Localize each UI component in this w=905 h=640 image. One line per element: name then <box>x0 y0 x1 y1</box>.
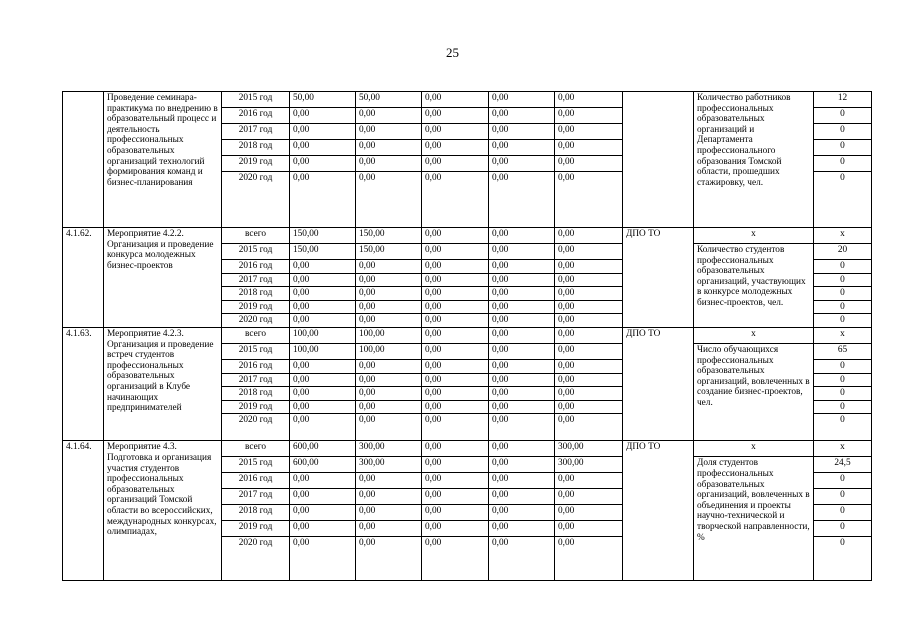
year-cell: 2020 год <box>222 314 290 328</box>
value-cell: 0,00 <box>555 124 623 140</box>
value-cell: 0,00 <box>422 287 489 301</box>
value-cell: 0,00 <box>422 373 489 387</box>
value-cell: 0,00 <box>290 505 356 521</box>
value-cell: 0,00 <box>555 505 623 521</box>
indicator-placeholder: х <box>694 228 814 244</box>
value-cell: 0,00 <box>555 92 623 108</box>
value-cell: 0,00 <box>422 400 489 414</box>
executor-cell <box>623 92 694 228</box>
year-cell: 2017 год <box>222 489 290 505</box>
value-cell: 0,00 <box>489 489 555 505</box>
value-cell: 0,00 <box>489 92 555 108</box>
year-cell: 2018 год <box>222 287 290 301</box>
value-cell: 0,00 <box>489 260 555 274</box>
value-cell: 0,00 <box>555 287 623 301</box>
indicator-value: 0 <box>814 505 872 521</box>
value-cell: 0,00 <box>489 287 555 301</box>
row-number-cell: 4.1.63. <box>63 327 104 440</box>
value-cell: 0,00 <box>555 521 623 537</box>
value-cell: 0,00 <box>422 441 489 457</box>
value-cell: 0,00 <box>489 140 555 156</box>
indicator-description: Количество студентов профессиональных образовательных организаций, участвующих в конкурсе молодежных бизнес-проектов, чел. <box>694 244 814 328</box>
value-cell: 0,00 <box>489 273 555 287</box>
year-cell: 2017 год <box>222 124 290 140</box>
year-cell: 2016 год <box>222 359 290 373</box>
value-cell: 300,00 <box>555 457 623 473</box>
value-cell: 300,00 <box>356 457 422 473</box>
indicator-value: 0 <box>814 373 872 387</box>
indicator-value: 0 <box>814 387 872 401</box>
value-cell: 0,00 <box>555 414 623 441</box>
value-cell: 0,00 <box>555 300 623 314</box>
value-cell: 0,00 <box>422 108 489 124</box>
year-cell: 2019 год <box>222 521 290 537</box>
value-cell: 0,00 <box>290 537 356 581</box>
indicator-value: 0 <box>814 287 872 301</box>
total-label-cell: всего <box>222 441 290 457</box>
indicator-placeholder: х <box>814 441 872 457</box>
value-cell: 0,00 <box>489 228 555 244</box>
year-cell: 2020 год <box>222 537 290 581</box>
value-cell: 0,00 <box>422 124 489 140</box>
value-cell: 0,00 <box>356 505 422 521</box>
value-cell: 0,00 <box>489 400 555 414</box>
value-cell: 0,00 <box>356 537 422 581</box>
value-cell: 0,00 <box>555 473 623 489</box>
value-cell: 0,00 <box>356 400 422 414</box>
value-cell: 0,00 <box>489 359 555 373</box>
indicator-value: 0 <box>814 140 872 156</box>
indicator-value: 0 <box>814 300 872 314</box>
value-cell: 300,00 <box>356 441 422 457</box>
row-number-cell <box>63 92 104 228</box>
value-cell: 0,00 <box>356 489 422 505</box>
value-cell: 0,00 <box>422 489 489 505</box>
value-cell: 0,00 <box>555 400 623 414</box>
value-cell: 0,00 <box>356 287 422 301</box>
value-cell: 0,00 <box>555 260 623 274</box>
indicator-value: 0 <box>814 124 872 140</box>
indicator-value: 0 <box>814 314 872 328</box>
value-cell: 0,00 <box>555 373 623 387</box>
indicator-value: 0 <box>814 359 872 373</box>
value-cell: 150,00 <box>290 244 356 260</box>
value-cell: 0,00 <box>290 287 356 301</box>
value-cell: 0,00 <box>555 273 623 287</box>
value-cell: 0,00 <box>422 140 489 156</box>
executor-cell: ДПО ТО <box>623 228 694 328</box>
table-row <box>63 92 872 108</box>
activity-description: Мероприятие 4.2.2. Организация и проведение конкурса молодежных бизнес-проектов <box>104 228 222 328</box>
value-cell: 0,00 <box>422 387 489 401</box>
value-cell: 0,00 <box>422 473 489 489</box>
year-cell: 2016 год <box>222 108 290 124</box>
indicator-value: 12 <box>814 92 872 108</box>
value-cell: 0,00 <box>290 400 356 414</box>
year-cell: 2015 год <box>222 343 290 359</box>
table-row <box>63 327 872 343</box>
year-cell: 2018 год <box>222 387 290 401</box>
indicator-placeholder: х <box>694 441 814 457</box>
value-cell: 0,00 <box>489 537 555 581</box>
year-cell: 2017 год <box>222 373 290 387</box>
value-cell: 0,00 <box>489 300 555 314</box>
value-cell: 0,00 <box>489 343 555 359</box>
value-cell: 0,00 <box>290 521 356 537</box>
value-cell: 0,00 <box>489 314 555 328</box>
value-cell: 0,00 <box>356 387 422 401</box>
value-cell: 0,00 <box>422 92 489 108</box>
value-cell: 0,00 <box>290 273 356 287</box>
value-cell: 0,00 <box>290 314 356 328</box>
value-cell: 50,00 <box>290 92 356 108</box>
year-cell: 2016 год <box>222 473 290 489</box>
year-cell: 2018 год <box>222 140 290 156</box>
value-cell: 0,00 <box>422 505 489 521</box>
value-cell: 0,00 <box>555 537 623 581</box>
value-cell: 0,00 <box>290 172 356 228</box>
value-cell: 50,00 <box>356 92 422 108</box>
indicator-value: 0 <box>814 260 872 274</box>
table-row <box>63 228 872 244</box>
value-cell: 0,00 <box>356 521 422 537</box>
indicator-value: 0 <box>814 172 872 228</box>
value-cell: 0,00 <box>555 387 623 401</box>
value-cell: 0,00 <box>555 108 623 124</box>
value-cell: 0,00 <box>555 327 623 343</box>
value-cell: 0,00 <box>422 273 489 287</box>
value-cell: 0,00 <box>290 140 356 156</box>
value-cell: 150,00 <box>290 228 356 244</box>
value-cell: 0,00 <box>422 343 489 359</box>
value-cell: 0,00 <box>555 156 623 172</box>
indicator-placeholder: х <box>814 327 872 343</box>
value-cell: 0,00 <box>422 457 489 473</box>
indicator-value: 0 <box>814 414 872 441</box>
value-cell: 0,00 <box>489 441 555 457</box>
value-cell: 0,00 <box>422 537 489 581</box>
program-activities-table <box>62 91 872 581</box>
value-cell: 0,00 <box>356 300 422 314</box>
value-cell: 0,00 <box>290 489 356 505</box>
executor-cell: ДПО ТО <box>623 441 694 581</box>
indicator-value: 65 <box>814 343 872 359</box>
value-cell: 0,00 <box>422 156 489 172</box>
value-cell: 0,00 <box>356 140 422 156</box>
value-cell: 0,00 <box>422 228 489 244</box>
value-cell: 0,00 <box>555 228 623 244</box>
value-cell: 0,00 <box>290 359 356 373</box>
value-cell: 0,00 <box>489 414 555 441</box>
indicator-value: 0 <box>814 273 872 287</box>
value-cell: 0,00 <box>290 473 356 489</box>
value-cell: 0,00 <box>555 140 623 156</box>
value-cell: 0,00 <box>356 156 422 172</box>
value-cell: 600,00 <box>290 457 356 473</box>
indicator-value: 0 <box>814 108 872 124</box>
value-cell: 0,00 <box>489 473 555 489</box>
year-cell: 2020 год <box>222 172 290 228</box>
row-number-cell: 4.1.62. <box>63 228 104 328</box>
value-cell: 150,00 <box>356 228 422 244</box>
activity-description: Мероприятие 4.3. Подготовка и организация участия студентов профессиональных образовательных организаций Томской области во всероссийских, международных конкурсах, олимпиадах, <box>104 441 222 581</box>
value-cell: 0,00 <box>290 387 356 401</box>
indicator-value: 0 <box>814 400 872 414</box>
year-cell: 2017 год <box>222 273 290 287</box>
year-cell: 2020 год <box>222 414 290 441</box>
year-cell: 2019 год <box>222 156 290 172</box>
table-row <box>63 441 872 457</box>
activity-description: Проведение семинара-практикума по внедрению в образовательный процесс и деятельность профессиональных образовательных организаций технологий формирования команд и бизнес-планирования <box>104 92 222 228</box>
value-cell: 0,00 <box>555 244 623 260</box>
value-cell: 0,00 <box>422 172 489 228</box>
row-number-cell: 4.1.64. <box>63 441 104 581</box>
indicator-description: Число обучающихся профессиональных образовательных организаций, вовлеченных в создание бизнес-проектов, чел. <box>694 343 814 440</box>
value-cell: 0,00 <box>422 314 489 328</box>
year-cell: 2015 год <box>222 92 290 108</box>
value-cell: 0,00 <box>555 359 623 373</box>
value-cell: 0,00 <box>489 373 555 387</box>
indicator-value: 24,5 <box>814 457 872 473</box>
value-cell: 0,00 <box>489 108 555 124</box>
value-cell: 0,00 <box>555 489 623 505</box>
year-cell: 2015 год <box>222 244 290 260</box>
indicator-value: 0 <box>814 489 872 505</box>
indicator-description: Доля студентов профессиональных образовательных организаций, вовлеченных в объединения и проекты научно-технической и творческой направленности, % <box>694 457 814 581</box>
value-cell: 0,00 <box>290 373 356 387</box>
value-cell: 0,00 <box>422 260 489 274</box>
value-cell: 0,00 <box>489 505 555 521</box>
value-cell: 100,00 <box>356 343 422 359</box>
indicator-value: 20 <box>814 244 872 260</box>
indicator-value: 0 <box>814 156 872 172</box>
total-label-cell: всего <box>222 327 290 343</box>
value-cell: 0,00 <box>489 327 555 343</box>
value-cell: 0,00 <box>356 108 422 124</box>
value-cell: 0,00 <box>356 314 422 328</box>
value-cell: 0,00 <box>422 244 489 260</box>
indicator-placeholder: х <box>694 327 814 343</box>
year-cell: 2015 год <box>222 457 290 473</box>
value-cell: 0,00 <box>356 260 422 274</box>
year-cell: 2016 год <box>222 260 290 274</box>
value-cell: 0,00 <box>489 457 555 473</box>
value-cell: 0,00 <box>290 156 356 172</box>
indicator-value: 0 <box>814 473 872 489</box>
executor-cell: ДПО ТО <box>623 327 694 440</box>
value-cell: 0,00 <box>290 108 356 124</box>
value-cell: 0,00 <box>555 172 623 228</box>
year-cell: 2018 год <box>222 505 290 521</box>
activity-description: Мероприятие 4.2.3. Организация и проведение встреч студентов профессиональных образовательных организаций в Клубе начинающих предпринимателей <box>104 327 222 440</box>
indicator-value: 0 <box>814 537 872 581</box>
value-cell: 0,00 <box>489 387 555 401</box>
value-cell: 600,00 <box>290 441 356 457</box>
year-cell: 2019 год <box>222 300 290 314</box>
value-cell: 0,00 <box>555 343 623 359</box>
value-cell: 0,00 <box>489 244 555 260</box>
value-cell: 0,00 <box>356 273 422 287</box>
indicator-description: Количество работников профессиональных образовательных организаций и Департамента профессионального образования Томской области, прошедших стажировку, чел. <box>694 92 814 228</box>
value-cell: 0,00 <box>422 521 489 537</box>
value-cell: 100,00 <box>356 327 422 343</box>
value-cell: 0,00 <box>356 124 422 140</box>
value-cell: 0,00 <box>356 359 422 373</box>
value-cell: 0,00 <box>290 300 356 314</box>
value-cell: 0,00 <box>356 414 422 441</box>
value-cell: 0,00 <box>489 172 555 228</box>
value-cell: 100,00 <box>290 343 356 359</box>
value-cell: 0,00 <box>290 124 356 140</box>
value-cell: 150,00 <box>356 244 422 260</box>
value-cell: 0,00 <box>489 521 555 537</box>
value-cell: 300,00 <box>555 441 623 457</box>
value-cell: 100,00 <box>290 327 356 343</box>
indicator-placeholder: х <box>814 228 872 244</box>
value-cell: 0,00 <box>422 359 489 373</box>
value-cell: 0,00 <box>422 300 489 314</box>
value-cell: 0,00 <box>290 414 356 441</box>
page-number: 25 <box>446 45 459 60</box>
year-cell: 2019 год <box>222 400 290 414</box>
value-cell: 0,00 <box>555 314 623 328</box>
value-cell: 0,00 <box>356 473 422 489</box>
value-cell: 0,00 <box>356 373 422 387</box>
value-cell: 0,00 <box>489 156 555 172</box>
total-label-cell: всего <box>222 228 290 244</box>
value-cell: 0,00 <box>489 124 555 140</box>
value-cell: 0,00 <box>290 260 356 274</box>
value-cell: 0,00 <box>422 327 489 343</box>
value-cell: 0,00 <box>356 172 422 228</box>
value-cell: 0,00 <box>422 414 489 441</box>
indicator-value: 0 <box>814 521 872 537</box>
